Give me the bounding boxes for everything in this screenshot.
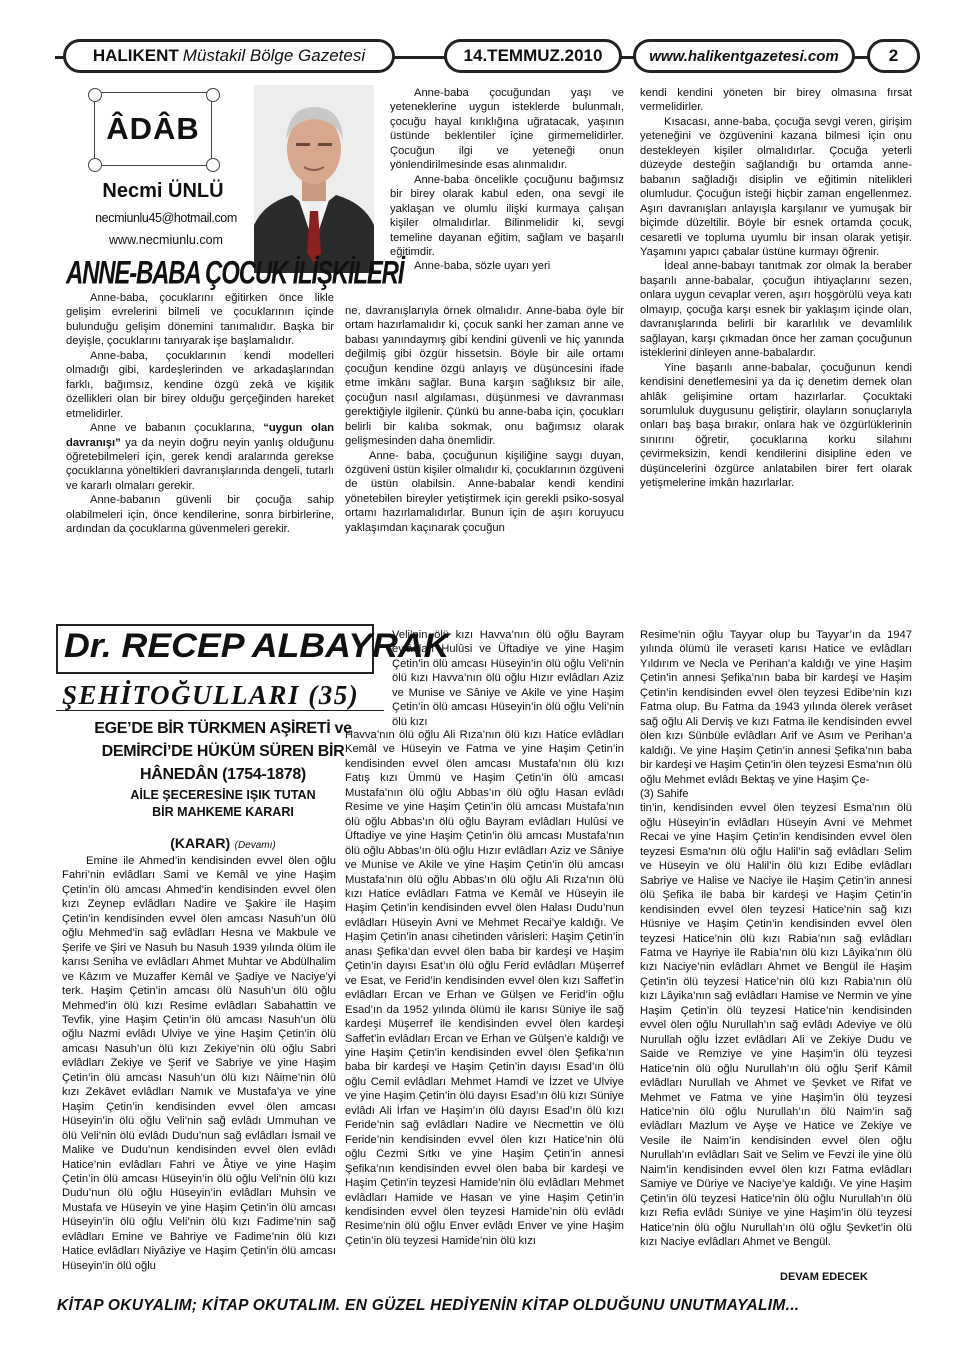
paper-website[interactable]: www.halikentgazetesi.com — [633, 39, 855, 73]
scroll-curl-icon — [88, 158, 102, 172]
paragraph: Resime’nin oğlu Tayyar olup bu Tayyar’ın da 1947 yılında ölümü ile veraseti karısı Hatice ve evlâdları Yıldırım ve Necla ve Perihan’a kaldığı ve yine Haşim Çetin’in annesi Şefika’nın baba bir kardeşi ve Haşim Çetin’in kendisinden evvel ölen teyzesi Edibe’nin kızı Fatma olup. Bu Fatma da 1943 yılında ölerek verâset sağ oğlu Ali Derviş ve kızı Fatma ile kendisinden evvel ölen kızı Sünbüle evlâdları Arif ve Asım ve Perihan’a kaldığı. Ve yine Haşim Çetin’in annesi Şefika’nın baba bir kardeşi ve Haşim Çetin’in ölen teyzesi Esma’nın ölü oğlu Mehmet evlâdı Bektaş ve yine Haşim Çe- — [640, 629, 912, 786]
paragraph: Anne-baba öncelikle çocuğunu bağımsız bir birey olarak kabul eden, ona sevgi ile yaklaşan ve olumlu ilişki kurmaya çalışan kişiler olmalıdırlar. Bilinmelidir ki, sevgi temeline dayanan eğitim, sağlam ve başarılı eğitimdir. — [390, 173, 624, 258]
paragraph: İdeal anne-babayı tanıtmak zor olmak la beraber başarılı anne-babalar, çocuğun ihtiyaçlarını sezen, onlara uygun cevaplar veren, aşırı hoşgörülü veya katı olmayıp, çocuğa karşı esnek bir yaklaşım içinde olan, davranışlarında belirli bir kararlılık ve devamlılık sağlayan, karşı çıkmadan önce her zaman çocuğunun isteklerini dinleyen anne-babalardır. — [640, 260, 912, 360]
series-title: ŞEHİTOĞULLARI (35) — [62, 680, 360, 710]
paragraph: Kısacası, anne-baba, çocuğa sevgi veren, girişim yeteneğini ve özgüvenini kazana bilmesi için onu destekleyen kişiler olmalıdırlar. Çocuğa yeterli düzeyde desteğin sağlandığı bu ortamda anne-babanın sağladığı disiplin ve eğitimin nitelikleri olumludur. Çocuğun isteği hiçbir zaman engellenmez. Aşırı davranışları anlayışla karşılanır ve yumuşak bir biçimde düzeltilir. Böyle bir esnek ortamda çocuk, cesaretli ve topluma uyumlu bir insan olarak yetişir. Yaşamını yapıcı çabalar üstüne kurmayı öğrenir. — [640, 115, 912, 258]
paragraph: Havva’nın ölü oğlu Ali Rıza’nın ölü kızı Hatice evlâdları Kemâl ve Hüseyin ve Fatma ve yine Haşim Çetin’in kendisinden evvel ölen amcası Mustafa’nın ölü kızı Fatış kızı Ümmü ve Haşim Çetin’in ölü amcası Mustafa’nın ölü oğlu Abbas’ın ölü oğlu Hasan evlâdı Resime ve yine Haşim Çetin’in ölü amcası Mustafa’nın ölü oğlu Abbas’ın ölü oğlu Bayram evlâdları Hulûsi ve Üftadiye ve yine Haşim Çetin’in ölü amcası Mustafa’nın ölü oğlu Abbas’ın ölü oğlu Hızır evlâdları Aziz ve Sâniye ve Munise ve Akile ve yine Haşim Çetin’in ölü amcası Mustafa’nın ölü oğlu Abbas’ın ölü oğlu Ali Rıza’nın ölü kızı Hatice evlâdları Fatma ve Kemâl ve Hüseyin ile Haşim Çetin’in kendisinden evvel ölen Halası Dudu’nun evlâdları Hüseyin Avni ve Mehmet Recai’ye kaldığı. Ve Haşim Çetin’in anası cihetinden vârisleri: Haşim Çetin’in anası Şefika’dan evvel ölen baba bir kardeşi ve Haşim Çetin’in dayısı Esat’ın ölü oğlu Ferid evlâdları Müşerref ve Esat, ve Ferid’in kendisinden evvel ölen kızı Saffet’in evlâdları Ercan ve Erhan ve Gülşen ve Ferid’in oğlu Esad’ın da 1952 yılında ölümü ile karısı Süniye ile sağ kardeşi Müşerref ile kendisinden evvel ölen kardeşi Saffet’in evlâdları Ercan ve Erhan ve Gülşen’e kaldığı ve yine Haşim Çetin’in kendisinden evvel ölen Şefika’nın baba bir kardeşi ve Haşim Çetin’in dayısı Esad’ın ölü oğlu Cemil evlâdları Mehmet Hamdi ve İzzet ve Ulviye ve yine Haşim Çetin’in ölü dayısı Esad’ın ölü kızı Süniye evlâdı Ali İrfan ve Haşim’ın ölü dayısı Esad’ın ölü kızı Feride’nin sağ evlâdları Nadire ve Necmettin ve ölü Feride’nin kendisinden evvel ölen kızı Hatice’nin ölü oğlu Cezmi Sıtkı ve yine Haşim Çetin’in annesi Şefika’nın kendisinden evvel ölen baba bir kardeşi ve Haşim Çetin’in teyzesi Hamide’nin ölü evlâdları Mehmet evlâdları Hamide ve Hasan ve yine Haşim Çetin’in kendisinden evvel ölen teyzesi Hamide’nin ölü evlâdı Resime’nin ölü oğlu Enver evlâdı Enver ve yine Haşim Çetin’in ölü teyzesi Hamide’nin ölü kızı — [345, 729, 625, 1247]
column-badge — [88, 88, 220, 172]
article1-column-3 — [640, 86, 912, 491]
paragraph: Anne- baba, çocuğunun kişiliğine saygı duyan, özgüveni üstün kişiler olmalıdır ki, çocuklarının özgüveni de üstün olabilsin. Anne-babalar kendi kendini yönetebilen bireyler yetiştirmek için gerekli psiko-sosyal ortamı hazırlamalıdırlar. Bunun için de aşırı koruyucu yaklaşımdan kaçınarak çocuğun — [345, 449, 624, 534]
page-note: (3) Sahife — [640, 787, 689, 800]
paper-name-pill — [63, 39, 395, 73]
subheading-line: BİR MAHKEME KARARI — [152, 805, 294, 819]
author-portrait-icon — [254, 85, 374, 273]
footer-slogan: KİTAP OKUYALIM; KİTAP OKUTALIM. EN GÜZEL HEDİYENİN KİTAP OLDUĞUNU UNUTMAYALIM... — [57, 1297, 800, 1314]
paragraph: kendi kendini yöneten bir birey olmasına fırsat vermelidirler. — [640, 87, 912, 114]
scroll-frame — [94, 92, 212, 166]
article1-column-2-bottom — [345, 304, 624, 535]
paragraph: Anne-baba çocuğundan yaşı ve yeteneklerine uygun isteklerde bulunmalı, çocuğu hayal kırıklığına uğratacak, yaşının üstünde beklentiler içine girmemelidirler. Çocuğun ilgi ve yeteneği onun yönlendirilmesinde esas alınmalıdır. — [390, 87, 624, 172]
paragraph: tin’in, kendisinden evvel ölen teyzesi Esma’nın ölü oğlu Hüseyin’in evlâdları Hüseyin Avni ve Mehmet Recai ve yine Haşim Çetin’in kendisinden evvel ölen teyzesi Esma’nın ölü oğlu Halil’in sağ evlâdları Selim ve Hüseyin ve ölü Halil’in ölü kızı Edibe evlâdları Sabriye ve Halise ve Naciye ile Haşim Çetin’in annesi ölü Şefika ile baba bir kardeşi ve Haşim Çetin’in kendisinden evvel ölen teyzesi Hatice’nin sağ kızı Hüsniye ve Haşim Çetin’in kendisinden evvel ölen teyzesi Hatice’nin ölü kızı Rabia’nın sağ evlâdları Fatma ve Hayriye ile Rabia’nın ölü kızı Lâyika’nın ölü kızı Naciye’nin evlâdları Ahmet ve Bengül ile Haşim Çetin’in ölü teyzesi Hatice’nin ölü kızı Rabia’nın ölü kızı Lâyika’nın sağ evlâdları Hamise ve Nermin ve yine Haşim Çetin’in ölü teyzesi Hatice’nin kendisinden evvel ölen oğlu Nurullah’ın sağ evlâdı Adeviye ve ölü Nurullah oğlu İzzet evlâdları Ali ve Zekiye Dudu ve Saide ve Remziye ve yine Haşim’in ölü teyzesi Hatice’nin ölü oğlu Nurullah’ın ölü oğlu Şerif Kâmil evlâdları Nurullah ve Ahmet ve Şevket ve Rifat ve Mehmet ve Fatma ve yine Haşim’in ölü teyzesi Hatice’nin ölü oğlu Nurullah’ın ölü Naim’in sağ evlâdları Mazlum ve Ayşe ve Hatice ve Zekiye ve Vesile ile Naim’in kendisinden evvel ölen oğlu Nurullah’ın evlâdları Sait ve Selim ve Fevzi ile yine ölü Naim’in kendisinden evvel ölen kızı Fatma evlâdları Samiye ve Düriye ve Naciye’ye kaldığı. Ve yine Haşim Çetin’in ölü teyzesi Hatice’nin ölü oğlu Nurullah’ın ölü kızı Refia evlâdı Süniye ve yine Haşim’in ölü teyzesi Hatice’nin ölü oğlu Nurullah’ın ölü oğlu Şevket’in ölü kızı Naciye evlâdları Ahmet ve Bengül. — [640, 802, 912, 1249]
article2-column-2-top — [392, 628, 624, 729]
author-email[interactable]: necmiunlu45@hotmail.com — [95, 211, 237, 225]
author-website[interactable]: www.necmiunlu.com — [109, 233, 223, 247]
scroll-curl-icon — [206, 158, 220, 172]
text-span: ya da neyin doğru neyin yanlış olduğunu öğretebilmeleri için, gerek kendi aralarında gerekse çocuklarına yöneltikleri davranışlarında dengeli, tutarlı ve kararlı olmaları gerekir. — [66, 436, 334, 492]
masthead — [55, 36, 920, 76]
author-photo — [254, 85, 374, 273]
series-rule — [56, 710, 384, 711]
karar-heading — [58, 835, 388, 853]
karar-title: (KARAR) — [170, 835, 231, 851]
article1-column-2-top — [390, 86, 624, 274]
paragraph: Anne-baba, çocuklarının kendi modelleri olmadığı gibi, kardeşlerinden ve arkadaşlarından farklı, bağımsız, kendine özgü zekâ ve kişilik özellikleri olan bir birey olduğu gerçeğinden hareket etmelidirler. — [66, 349, 334, 420]
article1-column-1 — [66, 291, 334, 537]
paragraph: ne, davranışlarıyla örnek olmalıdır. Anne-baba öyle bir ortam hazırlamalıdır ki, çocuk sanki her zaman anne ve babası yanındaymış gibi kendini güvenli ve hiç yanında değilmiş gibi özgür hissetsin. Böyle bir aile ortamı çocuğun kendine özgü anlayış ve düşüncesini ifade etme imkânı sağlar. Buna karşın sağlıksız bir aile, çocuğun nasıl algılaması, düşünmesi ve davranması gerektiğiyle ilgilenir. Çünkü bu anne-baba için, çocukları belirli bir kalıba sokmak, onu bağımsız olarak gelişmesinden daha önemlidir. — [345, 305, 624, 448]
article2-column-1 — [62, 854, 336, 1273]
article2-column-2-bottom — [345, 728, 624, 1248]
emphasis: “uygun olan davranışı” — [66, 422, 334, 449]
paragraph: Anne-babanın güvenli bir çocuğa sahip olabilmeleri için, önce kendilerine, sonra birbirlerine, ardından da çocuklarına güvenmeleri gerekir. — [66, 494, 334, 536]
paragraph: Anne-baba, çocuklarını eğitirken önce likle gelişim evrelerini bilmeli ve çocuklarının içinde bulunduğu gelişim dönemini tanımalıdır. Başka bir deyişle, çocuklarını tanıyarak işe başlamalıdır. — [66, 292, 334, 348]
continued-notice: DEVAM EDECEK — [780, 1271, 868, 1283]
article2-author: Dr. RECEP ALBAYRAK — [64, 627, 450, 665]
paragraph: Veli’nin ölü kızı Havva’nın ölü oğlu Bayram evlâdları Hulûsi ve Üftadiye ve yine Haşim Çetin’in ölü amcası Hüseyin’in ölü oğlu Veli’nin ölü kızı Havva’nın ölü oğlu Hızır evlâdları Aziz ve Munise ve Sâniye ve Akile ve yine Haşim Çetin’in ölü amcası Hüseyin’in ölü oğlu Veli’nin ölü kızı — [392, 629, 624, 728]
paper-name: HALIKENT — [92, 46, 179, 65]
paper-subtitle: Müstakil Bölge Gazetesi — [182, 46, 366, 65]
subtitle-line: HÂNEDÂN (1754-1878) — [140, 766, 306, 783]
article-headline: ANNE-BABA ÇOCUK İLİŞKİLERİ — [66, 255, 404, 292]
issue-date: 14.TEMMUZ.2010 — [444, 39, 622, 73]
column-badge-text: ÂDÂB — [106, 111, 200, 146]
scroll-curl-icon — [206, 88, 220, 102]
subheading-line: AİLE ŞECERESİNE IŞIK TUTAN — [130, 788, 316, 802]
page-number: 2 — [867, 39, 920, 73]
paragraph: Anne-baba, sözle uyarı yeri — [414, 260, 551, 273]
author-banner — [56, 624, 450, 674]
subtitle-line: EGE’DE BİR TÜRKMEN AŞİRETİ ve — [94, 720, 352, 737]
scroll-curl-icon — [88, 88, 102, 102]
paragraph — [66, 421, 334, 493]
karar-note: (Devamı) — [234, 840, 276, 851]
paragraph: Yine başarılı anne-babalar, çocuğunun kendi kendisini denetlemesini ya da iç denetim demek olan ahlâk gelişimine ortam hazırlarlar. Çocuktaki sorumluluk duygusunu geliştirir, olayların sonuçlarıyla onları baş başa bırakır, onlara hak ve özgürlüklerinin sınırını öğretir, çocuklarına korku silahını çevirmeksizin, kendi kendilerini disipline eden ve düşüncelerini özgürce anlatabilen birer fert olarak yetişmelerine imkân hazırlarlar. — [640, 361, 912, 490]
article2-column-3 — [640, 628, 912, 1249]
author-name: Necmi ÜNLÜ — [102, 180, 224, 202]
paragraph: Emine ile Ahmed’in kendisinden evvel ölen oğlu Fahri’nin evlâdları Sami ve Kemâl ve yine Haşim Çetin’in ölü amcası Ahmed’in kendisinden evvel ölen kızı Zeynep evlâdları Nadire ve Şakire ile Haşim Çetin’in kendisinden evvel ölen amcası Nasuh’un ölü oğlu Mehmed’in sağ evlâdları Hesna ve Makbule ve Şerife ve Şiri ve Nasuh bu Nasuh 1939 yılında ölüm ile karısı Seniha ve evlâdları Ahmet Muhtar ve Abdülhalim ve Kâzım ve Muzaffer Kemâl ve Şadiye ve Naciye’yi terk. Haşim Çetin’in amcası ölü Nasuh’un ölü oğlu Mehmed’in ölü kızı Resime evlâdları Sabahattin ve Tevfik, yine Haşim Çetin’in ölü amcası Nasuh’un ölü oğlu Nazmi evlâdı Ulviye ve yine Haşim Çetin’in ölü amcası Nasuh’un ölü kızı Zekiye’nin ölü oğlu Sabri evlâdları Zekiye ve Şerif ve Sabriye ve yine Haşim Çetin’in ölü amcası Nasuh’un ölü kızı Nâime’nin ölü kızı Zekâvet evlâdları Namık ve Mustafa’ya ve yine Haşim Çetin’in kendisinden evvel ölen amcası Hüseyin’in ölü oğlu Veli’nin sağ evlâdı Ummuhan ve ölü Veli’nin ölü evlâdı Dudu’nun sağ evlâdları İsmail ve Malike ve Dudu’nun kendisinden evvel ölen evlâdı Hatice’nin evlâdları Fahri ve Âtiye ve yine Haşim Çetin’in ölü amcası Hüseyin’in ölü oğlu Veli’nin ölü kızı Dudu’nun ölü oğlu Hüseyin’in evlâdları Muhsin ve Mustafa ve Hüseyin ve yine Haşim Çetin’in ölü amcası Hüseyin’in ölü oğlu Veli’nin ölü kızı Fadime’nin sağ evlâdları Emine ve Bahriye ve Fadime’nin ölü kızı Hatice evlâdları Niyâziye ve Haşim Çetin’in ölü amcası Hüseyin’in ölü oğlu — [62, 855, 336, 1272]
text-span: Anne ve babanın çocuklarına, — [90, 422, 264, 435]
subtitle-line: DEMİRCİ’DE HÜKÜM SÜREN BİR — [101, 743, 345, 760]
